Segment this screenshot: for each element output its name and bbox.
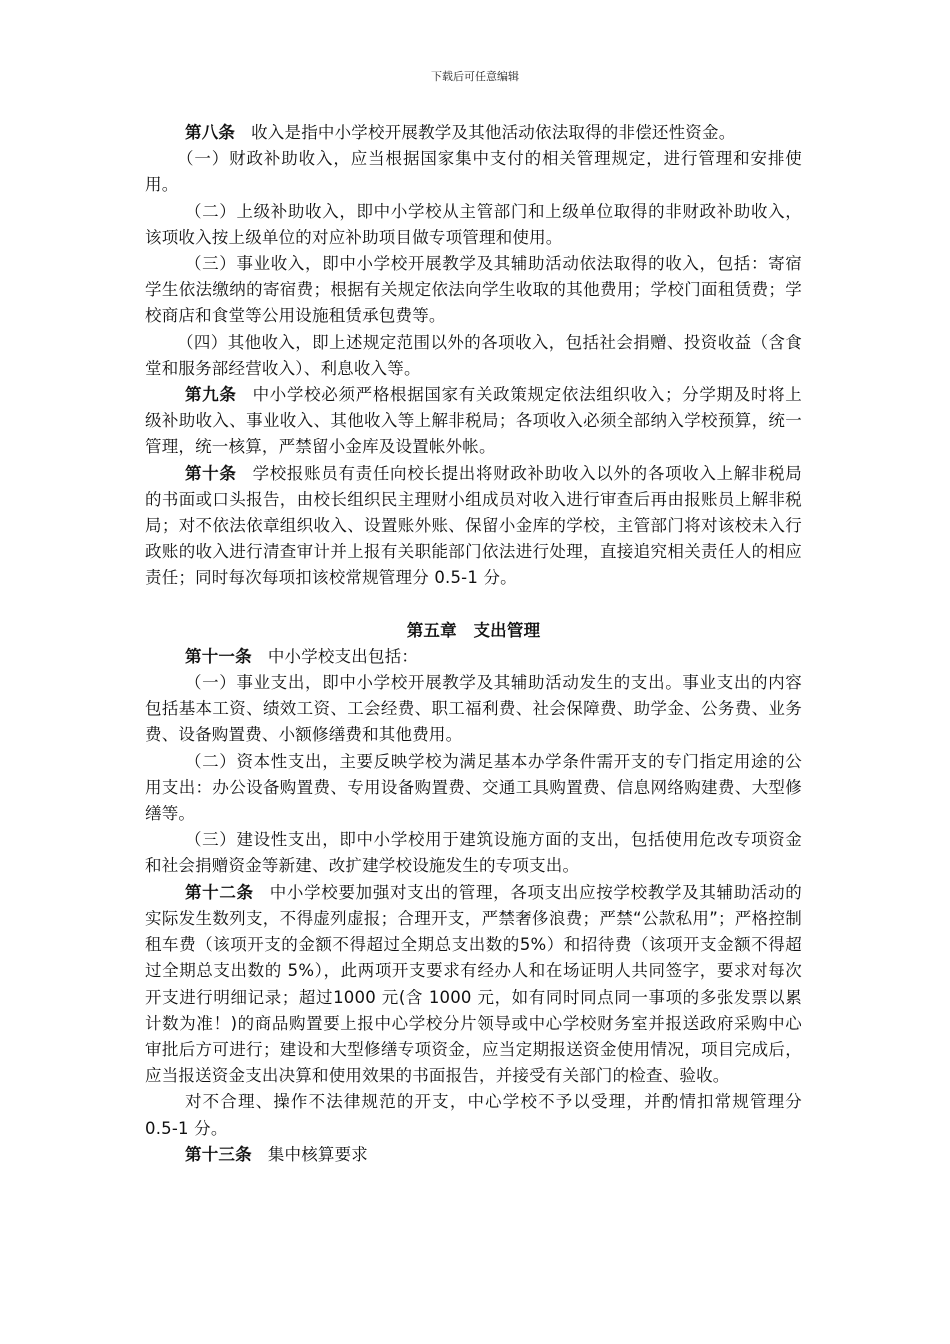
article-heading: 第十二条 xyxy=(185,882,254,902)
document-body xyxy=(145,120,802,1168)
chapter-title: 第五章 支出管理 xyxy=(406,620,541,640)
article-text: 集中核算要求 xyxy=(267,1144,369,1164)
article-text: 学校报账员有责任向校长提出将财政补助收入以外的各项收入上解非税局的书面或口头报告，由校长组织民主理财小组成员对收入进行审查后再由报账员上解非税局；对不依法依章组织收入、设置账外账、保留小金库的学校，主管部门将对该校未入行政账的收入进行清查审计并上报有关职能部门依法进行处理，直接追究相关责任人的相应责任；同时每次每项扣该校常规管理分 0.5-1 分。 xyxy=(145,463,802,588)
article-text: 中小学校必须严格根据国家有关政策规定依法组织收入；分学期及时将上级补助收入、事业收入、其他收入等上解非税局；各项收入必须全部纳入学校预算，统一管理，统一核算，严禁留小金库及设置帐外帐。 xyxy=(145,385,802,457)
article-text: 中小学校支出包括： xyxy=(267,646,419,666)
article-heading: 第九条 xyxy=(185,385,237,405)
clause-paragraph: （三）建设性支出，即中小学校用于建筑设施方面的支出，包括使用危改专项资金和社会捐赠资金等新建、改扩建学校设施发生的专项支出。 xyxy=(145,830,802,876)
article-heading: 第十条 xyxy=(185,463,237,483)
clause-paragraph: （一）财政补助收入，应当根据国家集中支付的相关管理规定，进行管理和安排使用。 xyxy=(145,149,802,195)
article-8 xyxy=(145,120,802,146)
article-11 xyxy=(145,644,802,670)
article-10 xyxy=(145,461,802,592)
clause-paragraph: （二）上级补助收入，即中小学校从主管部门和上级单位取得的非财政补助收入，该项收入按上级单位的对应补助项目做专项管理和使用。 xyxy=(145,201,802,247)
article-13 xyxy=(145,1142,802,1168)
clause-paragraph: （一）事业支出，即中小学校开展教学及其辅助活动发生的支出。事业支出的内容包括基本工资、绩效工资、工会经费、职工福利费、社会保障费、助学金、公务费、业务费、设备购置费、小额修缮费和其他费用。 xyxy=(145,673,802,745)
article-text: 中小学校要加强对支出的管理，各项支出应按学校教学及其辅助活动的实际发生数列支，不得虚列虚报；合理开支，严禁奢侈浪费；严禁“公款私用”；严格控制租车费（该项开支的金额不得超过全期总支出数的5%）和招待费（该项开支金额不得超过全期总支出数的 5%），此两项开支要求有经办人和在场证明人共同签字，要求对每次开支进行明细记录；超过1000 元(含 1000 元，如有同时同点同一事项的多张发票以累计数为准！)的商品购置要上报中心学校分片领导或中心学校财务室并报送政府采购中心审批后方可进行；建设和大型修缮专项资金，应当定期报送资金使用情况，项目完成后，应当报送资金支出决算和使用效果的书面报告，并接受有关部门的检查、验收。 xyxy=(145,882,802,1086)
article-heading: 第十三条 xyxy=(185,1144,252,1164)
article-text: 收入是指中小学校开展教学及其他活动依法取得的非偿还性资金。 xyxy=(251,123,736,142)
article-heading: 第十一条 xyxy=(185,646,252,666)
article-9 xyxy=(145,382,802,461)
clause-paragraph: （四）其他收入，即上述规定范围以外的各项收入，包括社会捐赠、投资收益（含食堂和服务部经营收入）、利息收入等。 xyxy=(145,332,802,378)
article-heading: 第八条 xyxy=(185,123,236,142)
page-header: 下载后可任意编辑 xyxy=(431,70,519,83)
clause-paragraph: （三）事业收入，即中小学校开展教学及其辅助活动依法取得的收入，包括：寄宿学生依法缴纳的寄宿费；根据有关规定依法向学生收取的其他费用；学校门面租赁费；学校商店和食堂等公用设施租赁承包费等。 xyxy=(145,254,802,326)
article-12 xyxy=(145,880,802,1090)
clause-paragraph: 对不合理、操作不法律规范的开支，中心学校不予以受理，并酌情扣常规管理分 0.5-1 分。 xyxy=(145,1092,802,1138)
clause-paragraph: （二）资本性支出，主要反映学校为满足基本办学条件需开支的专门指定用途的公用支出：办公设备购置费、专用设备购置费、交通工具购置费、信息网络购建费、大型修缮等。 xyxy=(145,751,802,824)
